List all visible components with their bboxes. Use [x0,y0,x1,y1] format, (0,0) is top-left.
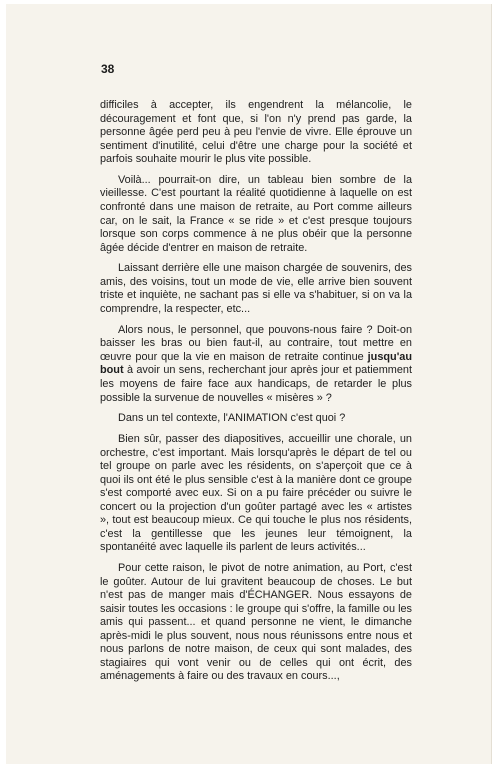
paragraph: Pour cette raison, le pivot de notre animation, au Port, c'est le goûter. Autour de lui gravitent beaucoup de choses. Le but n'est pas de manger mais d'ÉCHANGER. Nous essayons de saisir toutes les occasions : le groupe qui s'offre, la famille ou les amis qui passent... et quand personne ne vient, le dimanche après-midi le plus souvent, nous nous réunissons entre nous et nous parlons de notre maison, de ceux qui sont malades, des stagiaires qui vont venir ou de celles qui ont écrit, des aménagements à faire ou des travaux en cours..., [100,562,412,683]
paragraph [100,324,412,405]
paragraph: Dans un tel contexte, l'ANIMATION c'est quoi ? [118,412,346,425]
body-text [100,99,412,691]
paragraph: Voilà... pourrait-on dire, un tableau bien sombre de la vieillesse. C'est pourtant la réalité quotidienne à laquelle on est confronté dans une maison de retraite, au Port comme ailleurs car, on le sait, la France « se ride » et c'est presque toujours lorsque son corps commence à ne plus obéir que la personne âgée décide d'entrer en maison de retraite. [100,173,412,254]
paragraph-text: Alors nous, le personnel, que pouvons-nous faire ? Doit-on baisser les bras ou bien faut-il, au contraire, tout mettre en œuvre pour que la vie en maison de retraite continue [100,323,412,363]
book-page [6,4,492,764]
paragraph: Laissant derrière elle une maison chargée de souvenirs, des amis, des voisins, tout un mode de vie, elle arrive bien souvent triste et inquiète, ne sachant pas si elle va s'habituer, si on va la comprendre, la respecter, etc... [100,262,412,316]
page-number: 38 [101,62,115,76]
paragraph-text: à avoir un sens, recherchant jour après jour et patiemment les moyens de faire face aux handicaps, de retarder le plus possible la survenue de nouvelles « misères » ? [100,364,412,404]
bold-emphasis: jusqu'au bout [100,350,412,377]
paragraph: Bien sûr, passer des diapositives, accueillir une chorale, un orchestre, c'est important. Mais lorsqu'après le départ de tel ou tel groupe on parle avec les résidents, on s'aperçoit que ce à quoi ils ont été le plus sensible c'est à la manière dont ce groupe s'est comporté avec eux. Si on a pu faire précéder ou suivre le concert ou la projection d'un goûter partagé avec les « artistes », tout est beaucoup mieux. Ce qui touche le plus nos résidents, c'est la gentillesse que les jeunes leur témoignent, la spontanéité avec laquelle ils parlent de leurs activités... [100,432,412,554]
paragraph: difficiles à accepter, ils engendrent la mélancolie, le découragement et font que, si l'on n'y prend pas garde, la personne âgée perd peu à peu l'envie de vivre. Elle éprouve un sentiment d'inutilité, celui d'être une charge pour la société et parfois souhaite mourir le plus vite possible. [100,99,412,166]
